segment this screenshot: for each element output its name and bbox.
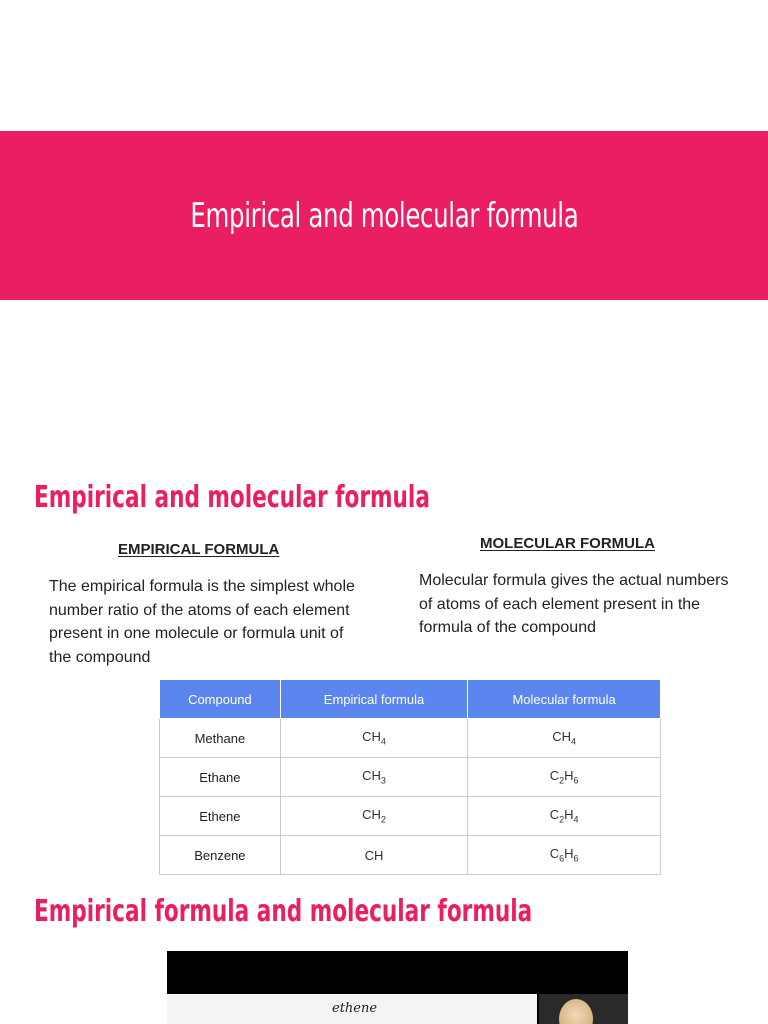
embedded-video[interactable] (167, 951, 628, 1024)
header-molecular-formula: Molecular formula (468, 680, 661, 719)
compound-cell: Ethane (160, 758, 281, 797)
title-banner (0, 131, 768, 300)
empirical-formula-definition: The empirical formula is the simplest whole number ratio of the atoms of each element present in one molecule or formula unit of the compound (49, 578, 355, 666)
section-heading-empirical-molecular: Empirical and molecular formula (34, 480, 430, 515)
table-row (160, 719, 661, 758)
molecular-cell: $CH_4$ (468, 719, 661, 758)
banner-title: Empirical and molecular formula (190, 195, 578, 236)
empirical-cell: CH (280, 836, 467, 875)
empirical-cell: $CH_3$ (280, 758, 467, 797)
header-compound: Compound (160, 680, 281, 719)
molecular-formula-title: MOLECULAR FORMULA (480, 535, 655, 552)
presenter-face-image (559, 999, 593, 1024)
empirical-cell: $CH_2$ (280, 797, 467, 836)
molecular-cell: $C_6H_6$ (468, 836, 661, 875)
table-row (160, 836, 661, 875)
table-row (160, 797, 661, 836)
table-header-row (160, 680, 661, 719)
empirical-cell: $CH_4$ (280, 719, 467, 758)
section-heading-empirical-formula-molecular-formula: Empirical formula and molecular formula (34, 894, 533, 929)
molecular-cell: $C_2H_4$ (468, 797, 661, 836)
compound-cell: Ethene (160, 797, 281, 836)
compound-cell: Methane (160, 719, 281, 758)
video-handwriting-text: ethene (332, 1001, 378, 1016)
molecular-cell: $C_2H_6$ (468, 758, 661, 797)
table-row (160, 758, 661, 797)
molecular-formula-definition: Molecular formula gives the actual numbers of atoms of each element present in the formula of the compound (419, 572, 729, 636)
video-presenter (539, 994, 628, 1024)
formula-table (159, 679, 661, 875)
header-empirical-formula: Empirical formula (280, 680, 467, 719)
compound-cell: Benzene (160, 836, 281, 875)
empirical-formula-title: EMPIRICAL FORMULA (118, 541, 280, 558)
